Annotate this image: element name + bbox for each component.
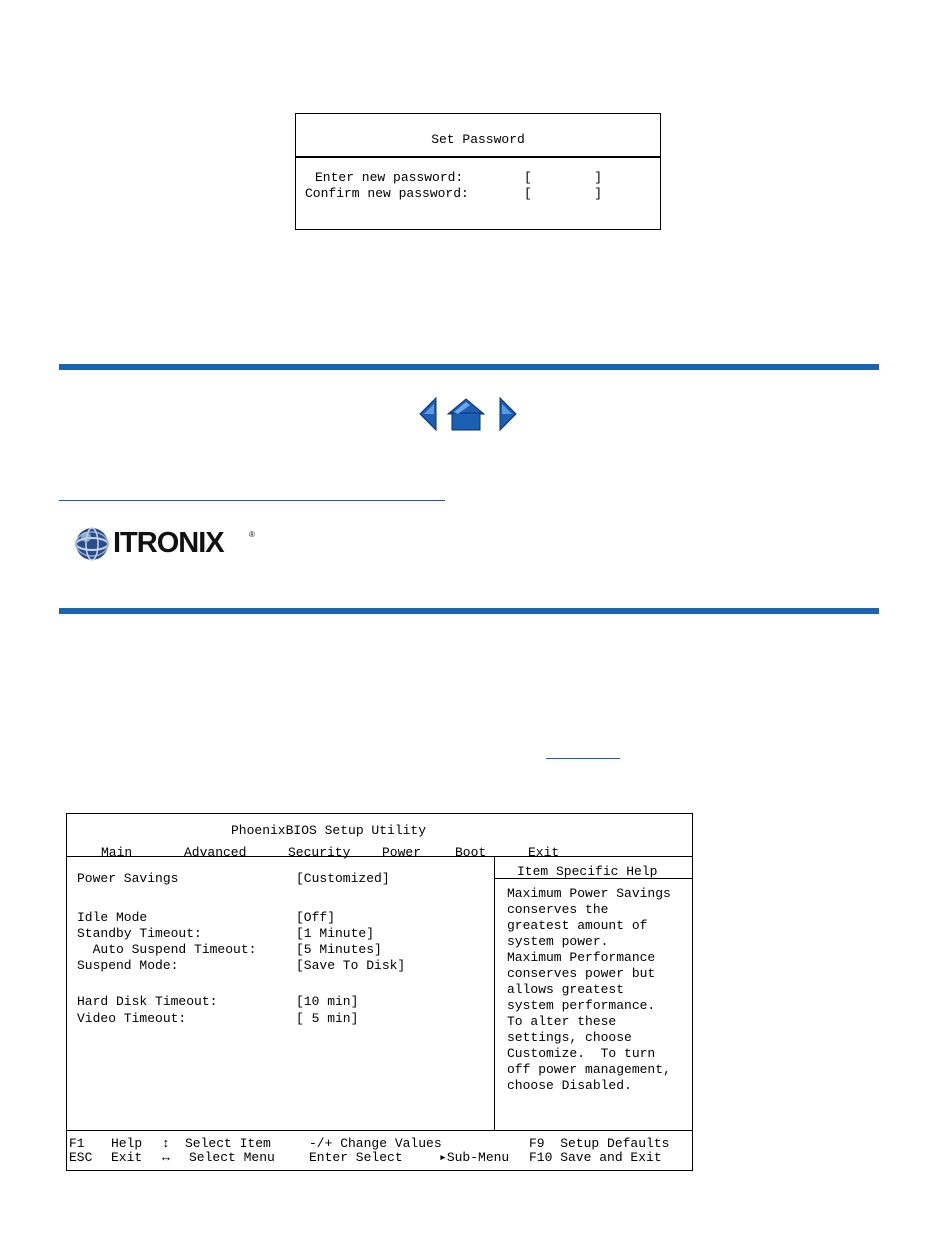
select-item-hint: Select Item [185,1136,271,1151]
enter-select-hint: Enter Select [309,1150,403,1165]
bottom-divider [59,608,879,614]
home-icon[interactable] [448,399,484,430]
setting-value[interactable]: [ 5 min] [296,1011,359,1026]
enter-password-field[interactable]: [ ] [524,170,603,185]
setting-value[interactable]: [Off] [296,910,336,925]
change-values-hint: -/+ Change Values [309,1136,442,1151]
bios-title: PhoenixBIOS Setup Utility [231,823,427,838]
set-password-dialog [295,113,661,230]
menu-main[interactable]: Main [101,845,133,860]
menu-advanced[interactable]: Advanced [184,845,247,860]
setting-label: Power Savings [77,871,179,886]
help-line: system performance. [507,998,656,1013]
submenu-hint: ▸Sub-Menu [439,1150,510,1165]
bios-setup-screen [66,813,693,1171]
setting-value[interactable]: [10 min] [296,994,359,1009]
menu-power[interactable]: Power [382,845,422,860]
left-arrow-icon[interactable] [420,398,436,430]
help-line: choose Disabled. [507,1078,632,1093]
f10-hint: F10 Save and Exit [529,1150,662,1165]
help-title: Item Specific Help [517,864,658,879]
help-line: Maximum Performance [507,950,656,965]
setting-value[interactable]: [5 Minutes] [296,942,382,957]
esc-key: ESC [69,1150,93,1165]
menu-exit[interactable]: Exit [528,845,560,860]
link-underline[interactable] [59,500,445,501]
help-line: allows greatest [507,982,625,997]
up-down-arrow-icon: ↕ [162,1136,170,1151]
globe-icon [74,524,112,564]
menu-security[interactable]: Security [288,845,351,860]
dialog-title: Set Password [431,132,525,147]
help-title-divider [495,878,692,879]
help-line: system power. [507,934,609,949]
link-underline[interactable] [546,758,620,759]
help-line: Maximum Power Savings [507,886,671,901]
esc-label: Exit [111,1150,143,1165]
f1-label: Help [111,1136,143,1151]
confirm-password-field[interactable]: [ ] [524,186,603,201]
footer-divider [67,1130,692,1131]
setting-value[interactable]: [Customized] [296,871,390,886]
help-text [507,886,671,1094]
page-navigation [418,396,518,432]
help-line: To alter these [507,1014,617,1029]
menu-boot[interactable]: Boot [455,845,487,860]
setting-label: Hard Disk Timeout: [77,994,218,1009]
f1-key: F1 [69,1136,85,1151]
help-line: greatest amount of [507,918,648,933]
f9-hint: F9 Setup Defaults [529,1136,670,1151]
help-line: conserves the [507,902,609,917]
right-arrow-icon[interactable] [500,398,516,430]
setting-value[interactable]: [1 Minute] [296,926,375,941]
setting-label: Standby Timeout: [77,926,202,941]
left-right-arrow-icon: ↔ [162,1150,170,1165]
setting-label: Video Timeout: [77,1011,187,1026]
confirm-password-label: Confirm new password: [305,186,469,201]
setting-label: Suspend Mode: [77,958,179,973]
top-divider [59,364,879,370]
dialog-divider [296,156,660,158]
menu-divider [67,856,692,857]
logo-wordmark: ITRONIX [113,527,224,559]
help-line: settings, choose [507,1030,632,1045]
select-menu-hint: Select Menu [189,1150,275,1165]
help-pane-divider [494,857,495,1130]
setting-label: Idle Mode [77,910,148,925]
help-line: Customize. To turn [507,1046,656,1061]
setting-label: Auto Suspend Timeout: [77,942,257,957]
setting-value[interactable]: [Save To Disk] [296,958,406,973]
help-line: conserves power but [507,966,656,981]
help-line: off power management, [507,1062,671,1077]
enter-password-label: Enter new password: [315,170,464,185]
registered-mark: ® [249,530,255,539]
